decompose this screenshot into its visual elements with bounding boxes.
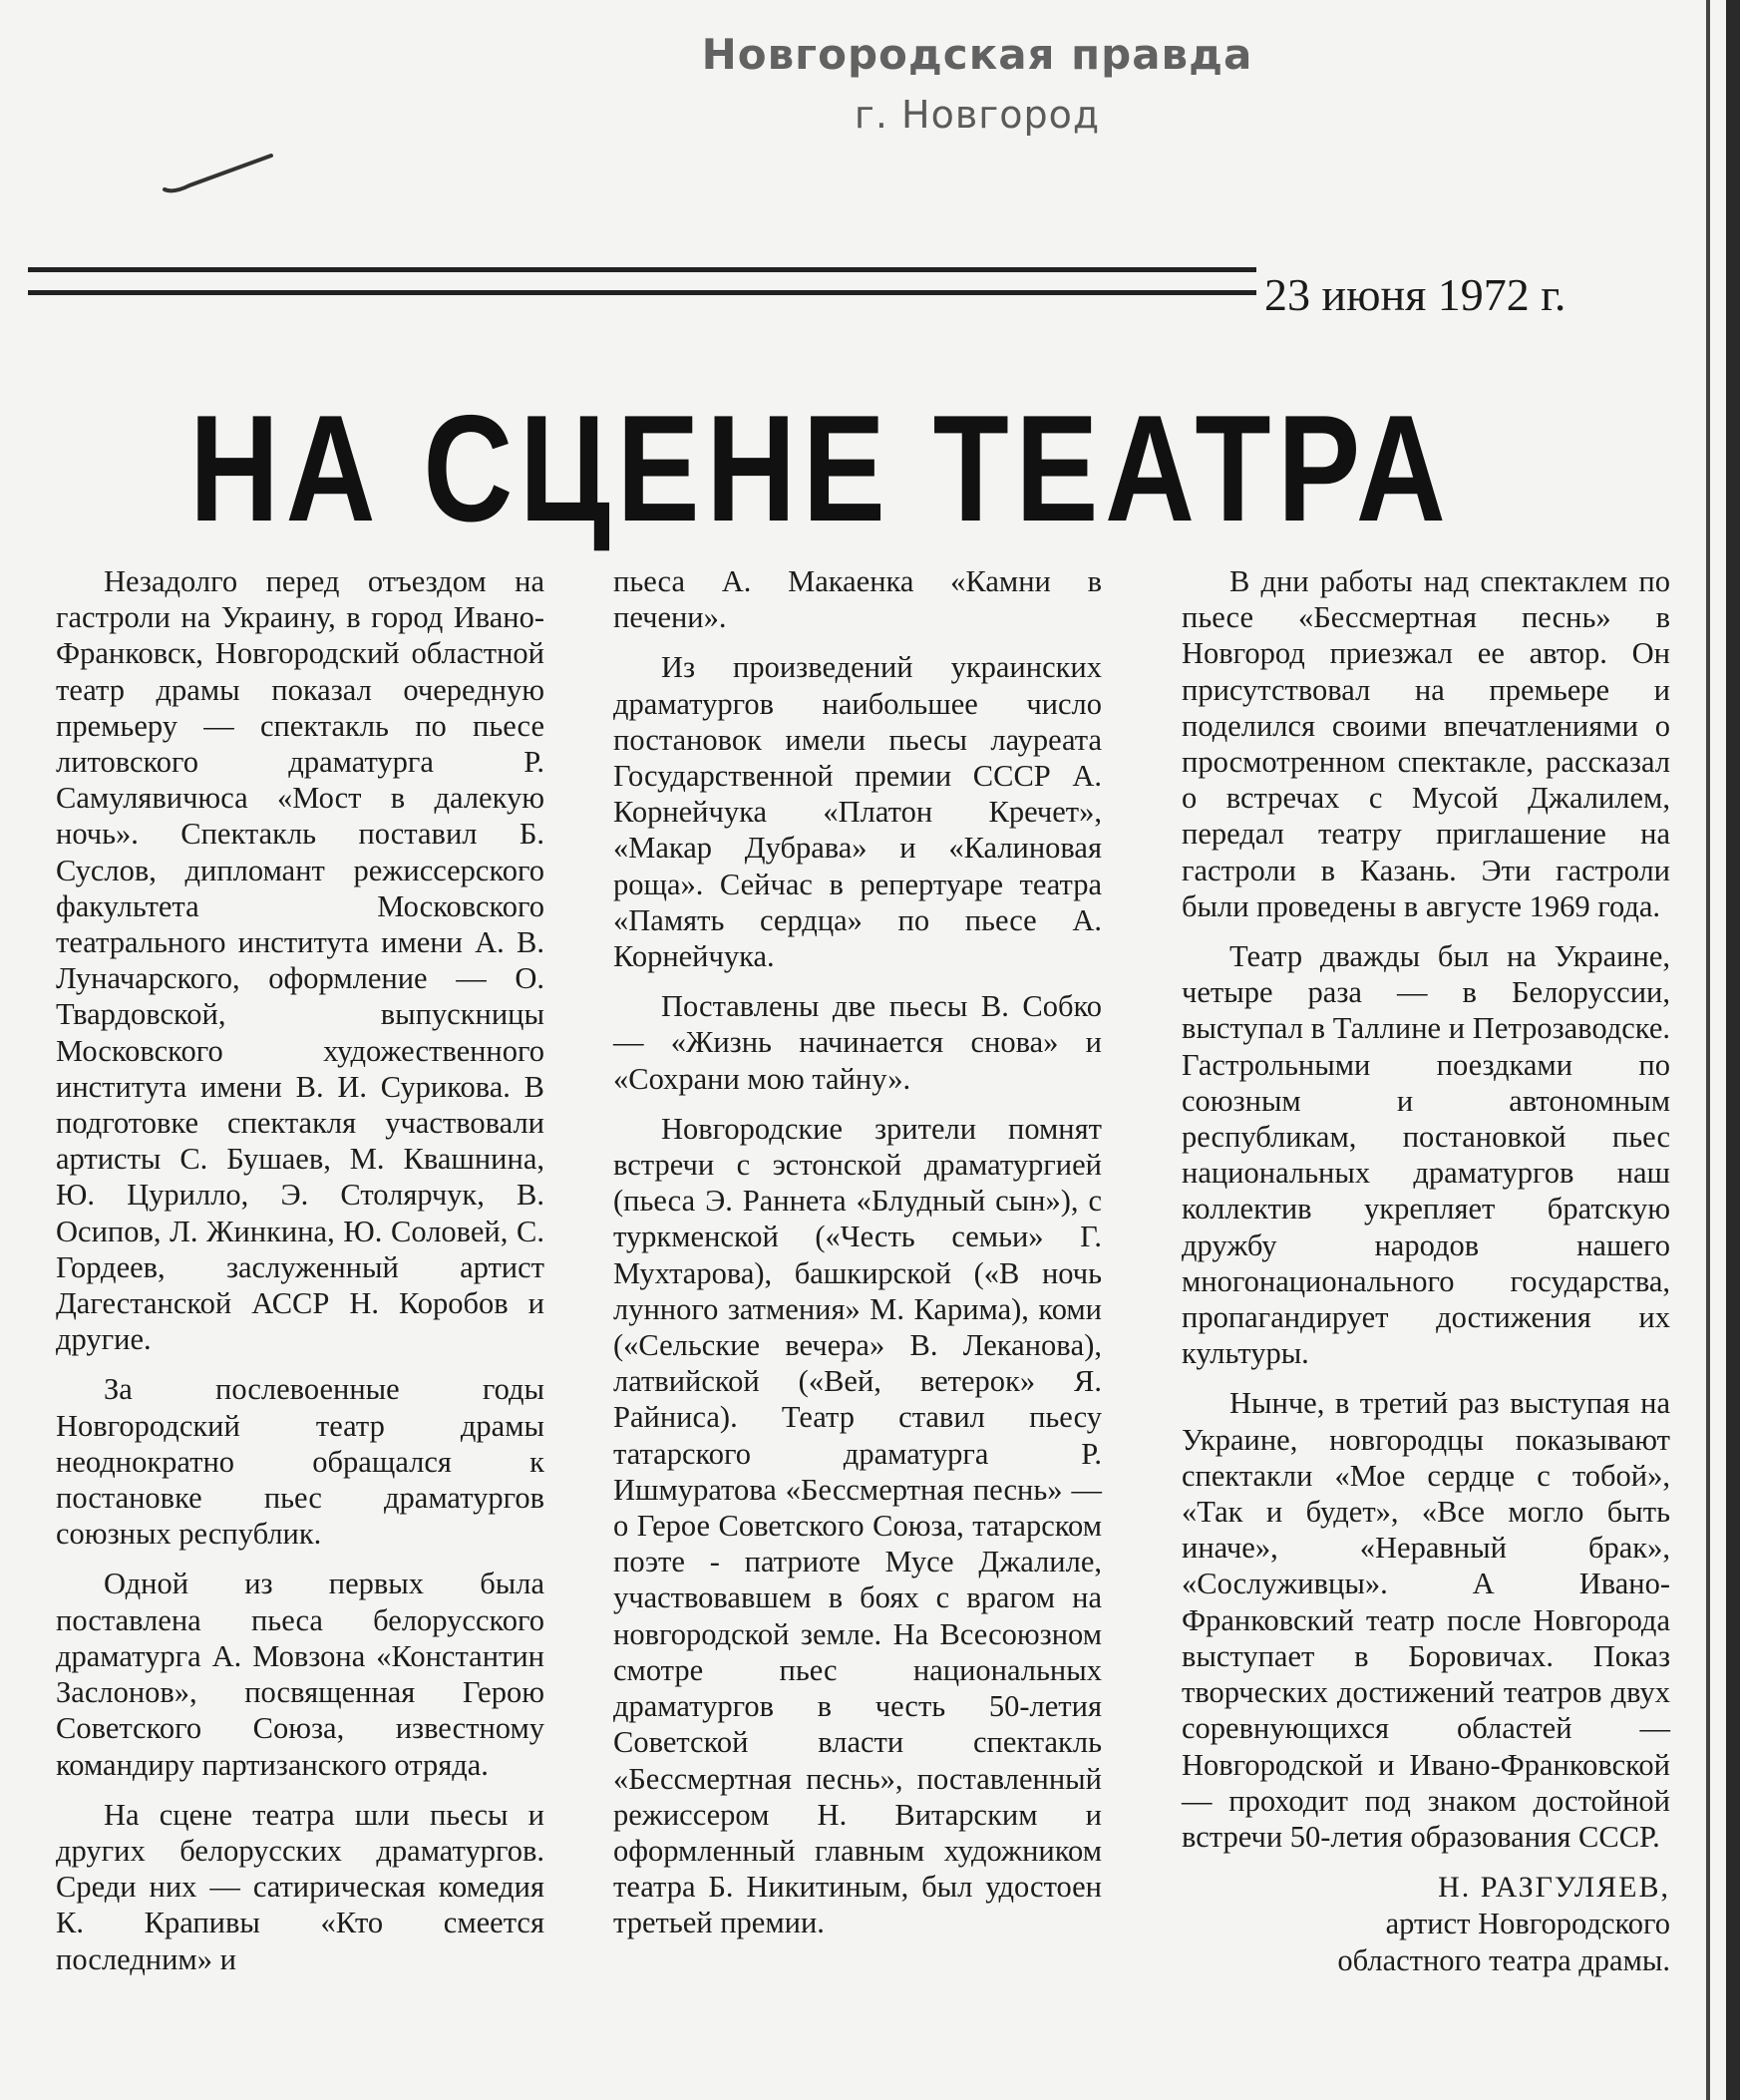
article-headline: НА СЦЕНЕ ТЕАТРА	[189, 384, 1453, 553]
article-column-1	[56, 563, 544, 1991]
paragraph: В дни работы над спектаклем по пьесе «Бессмертная песнь» в Новгород приезжал ее автор. Он присутствовал на премьере и поделился своими впечатлениями о просмотренном спектакле, рассказал о встречах с Мусой Джалилем, передал театру приглашение на гастроли в Казань. Эти гастроли были проведены в августе 1969 года.	[1182, 564, 1670, 923]
paragraph: За послевоенные годы Новгородский театр драмы неоднократно обращался к постановке пьес драматургов союзных республик.	[56, 1372, 544, 1552]
paragraph: Нынче, в третий раз выступая на Украине, новгородцы показывают спектакли «Мое сердце с тобой», «Так и будет», «Все могло быть иначе», «Неравный брак», «Сослуживцы». А Ивано-Франковский театр после Новгорода выступает в Боровичах. Показ творческих достижений театров двух соревнующихся областей — Новгородской и Ивано-Франковской — проходит под знаком достойной встречи 50-летия образования СССР.	[1182, 1386, 1670, 1854]
header-rule	[28, 267, 1256, 295]
article-column-3	[1182, 563, 1670, 1978]
article-column-2	[613, 563, 1102, 1955]
scan-edge-line	[1706, 0, 1710, 2100]
author-title-line-1: артист Новгородского	[1385, 1907, 1670, 1941]
author-name: Н. РАЗГУЛЯЕВ,	[1438, 1871, 1670, 1905]
author-title-line-2: областного театра драмы.	[1337, 1942, 1670, 1977]
paragraph: Театр дважды был на Украине, четыре раза — в Белоруссии, выступал в Таллине и Петрозаводске. Гастрольными поездками по союзным и автономным республикам, постановкой пьес национальных драматургов наш коллектив укрепляет братскую дружбу народов нашего многонационального государства, пропагандирует достижения их культуры.	[1182, 939, 1670, 1371]
paragraph: Одной из первых была поставлена пьеса белорусского драматурга А. Мовзона «Константин Заслонов», посвященная Герою Советского Союза, известному командиру партизанского отряда.	[56, 1567, 544, 1782]
paragraph: На сцене театра шли пьесы и других белорусских драматургов. Среди них — сатирическая комедия К. Крапивы «Кто смеется последним» и	[56, 1797, 544, 1976]
publication-date: 23 июня 1972 г.	[1264, 269, 1566, 320]
stamp-city: г. Новгород	[854, 93, 1101, 137]
stamp-paper-name: Новгородская правда	[701, 30, 1253, 79]
scan-edge	[1726, 0, 1740, 2100]
paragraph: Поставлены две пьесы В. Собко — «Жизнь начинается снова» и «Сохрани мою тайну».	[613, 989, 1102, 1096]
author-signature	[1182, 1869, 1670, 1906]
pen-mark-icon	[160, 150, 279, 199]
paragraph: Из произведений украинских драматургов наибольшее число постановок имели пьесы лауреата Государственной премии СССР А. Корнейчука «Платон Кречет», «Макар Дубрава» и «Калиновая роща». Сейчас в репертуаре театра «Память сердца» по пьесе А. Корнейчука.	[613, 650, 1102, 974]
paragraph: Незадолго перед отъездом на гастроли на Украину, в город Ивано-Франковск, Новгородский областной театр драмы показал очередную премьеру — спектакль по пьесе литовского драматурга Р. Самулявичюса «Мост в далекую ночь». Спектакль поставил Б. Суслов, дипломант режиссерского факультета Московского театрального института имени А. В. Луначарского, оформление — О. Твардовской, выпускницы Московского художественного института имени В. И. Сурикова. В подготовке спектакля участвовали артисты С. Бушаев, М. Квашнина, Ю. Цурилло, Э. Столярчук, В. Осипов, Л. Жинкина, Ю. Соловей, С. Гордеев, заслуженный артист Дагестанской АССР Н. Коробов и другие.	[56, 564, 544, 1357]
newspaper-stamp	[698, 30, 1256, 140]
paragraph: пьеса А. Макаенка «Камни в печени».	[613, 564, 1102, 635]
paragraph: Новгородские зрители помнят встречи с эстонской драматургией (пьеса Э. Раннета «Блудный сын»), с туркменской («Честь семьи» Г. Мухтарова), башкирской («В ночь лунного затмения» М. Карима), коми («Сельские вечера» В. Лекановa), латвийской («Вей, ветерок» Я. Райниса). Театр ставил пьесу татарского драматурга Р. Ишмуратова «Бессмертная песнь» — о Герое Советского Союза, татарском поэте - патриоте Мусе Джалиле, участвовавшем в боях с врагом на новгородской земле. На Всесоюзном смотре пьес национальных драматургов в честь 50-летия Советской власти спектакль «Бессмертная песнь», поставленный режиссером Н. Витарским и оформленный главным художником театра Б. Никитиным, был удостоен третьей премии.	[613, 1111, 1102, 1940]
